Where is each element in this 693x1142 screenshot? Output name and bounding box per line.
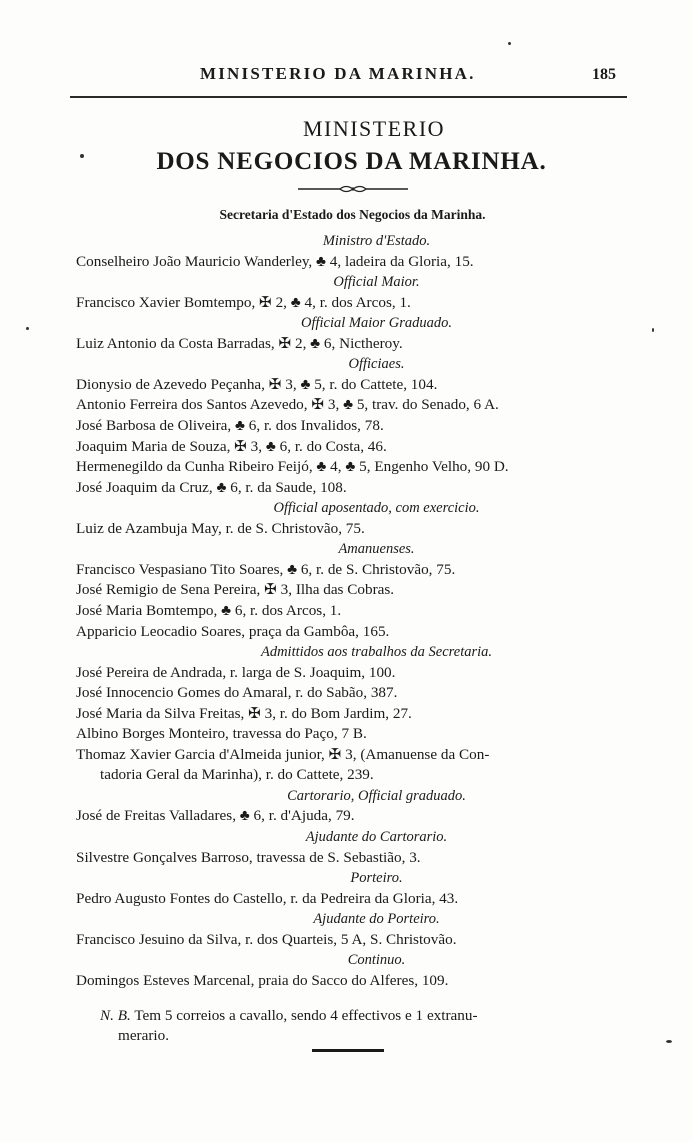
secretaria-subheading: Secretaria d'Estado dos Negocios da Marinha. (219, 207, 486, 222)
section-heading: Official aposentado, com exercicio. (273, 500, 480, 517)
section-heading: Amanuenses. (338, 541, 415, 558)
directory-entry: Luiz de Azambuja May, r. de S. Christovão, 75. (76, 519, 365, 537)
ink-speck (26, 327, 29, 330)
directory-entry: José Barbosa de Oliveira, ♣ 6, r. dos Invalidos, 78. (76, 417, 384, 434)
directory-entry: Antonio Ferreira dos Santos Azevedo, ✠ 3, ♣ 5, trav. do Senado, 6 A. (76, 396, 499, 414)
directory-entry: Apparicio Leocadio Soares, praça da Gambôa, 165. (76, 622, 390, 640)
section-heading: Continuo. (347, 952, 406, 969)
title-line-2: DOS NEGOCIOS DA MARINHA. (156, 148, 547, 175)
section-heading: Ajudante do Cartorario. (305, 829, 448, 845)
ink-speck (652, 328, 654, 332)
directory-entry: Francisco Xavier Bomtempo, ✠ 2, ♣ 4, r. dos Arcos, 1. (76, 293, 411, 311)
directory-entry: Joaquim Maria de Souza, ✠ 3, ♣ 6, r. do Costa, 46. (76, 437, 387, 455)
directory-entry: Pedro Augusto Fontes do Castello, r. da Pedreira da Gloria, 43. (76, 889, 459, 907)
directory-entry: Albino Borges Monteiro, travessa do Paço, 7 B. (76, 725, 367, 743)
note-text-1: Tem 5 correios a cavallo, sendo 4 effectivos e 1 extranu- (134, 1007, 478, 1024)
ink-speck (508, 42, 511, 45)
title-line-1: MINISTERIO (302, 116, 446, 141)
section-heading: Cartorario, Official graduado. (287, 787, 466, 804)
section-heading: Porteiro. (350, 870, 403, 887)
section-heading: Official Maior Graduado. (300, 315, 453, 332)
section-heading: Officiaes. (348, 356, 405, 373)
directory-entry: José Joaquim da Cruz, ♣ 6, r. da Saude, 108. (76, 478, 347, 496)
directory-entry: Dionysio de Azevedo Peçanha, ✠ 3, ♣ 5, r. do Cattete, 104. (76, 375, 438, 393)
end-rule (312, 1049, 384, 1052)
directory-entry: Hermenegildo da Cunha Ribeiro Feijó, ♣ 4, ♣ 5, Engenho Velho, 90 D. (76, 458, 509, 476)
directory-entry: José Remigio de Sena Pereira, ✠ 3, Ilha das Cobras. (76, 581, 395, 599)
header-rule (70, 96, 627, 98)
directory-entry: Thomaz Xavier Garcia d'Almeida junior, ✠ 3, (Amanuense da Con- (76, 745, 490, 763)
directory-entry: José Pereira de Andrada, r. larga de S. Joaquim, 100. (76, 663, 396, 681)
section-heading: Official Maior. (333, 274, 420, 291)
ornament-rule-icon (298, 184, 408, 194)
directory-entry: tadoria Geral da Marinha), r. do Cattete, 239. (100, 766, 374, 784)
directory-entry: José Maria Bomtempo, ♣ 6, r. dos Arcos, 1. (76, 601, 342, 619)
directory-entry: José Maria da Silva Freitas, ✠ 3, r. do Bom Jardim, 27. (76, 704, 412, 722)
directory-entry: Domingos Esteves Marcenal, praia do Sacco do Alferes, 109. (76, 971, 449, 989)
directory-entry: Luiz Antonio da Costa Barradas, ✠ 2, ♣ 6, Nictheroy. (76, 334, 403, 352)
directory-entry: Silvestre Gonçalves Barroso, travessa de S. Sebastião, 3. (76, 848, 421, 866)
page-number: 185 (592, 66, 616, 83)
running-header (0, 64, 693, 88)
note-line-1 (100, 1006, 660, 1026)
directory-entry: Francisco Jesuino da Silva, r. dos Quarteis, 5 A, S. Christovão. (76, 930, 457, 948)
section-heading: Ajudante do Porteiro. (313, 911, 440, 928)
section-heading: Ministro d'Estado. (322, 233, 431, 249)
directory-entry: Conselheiro João Mauricio Wanderley, ♣ 4, ladeira da Gloria, 15. (76, 252, 474, 270)
note-label: N. B. (100, 1007, 131, 1024)
ink-speck (80, 154, 84, 158)
running-title: MINISTERIO DA MARINHA. (200, 64, 476, 83)
directory-entry: José Innocencio Gomes do Amaral, r. do Sabão, 387. (76, 684, 398, 702)
directory-entry: José de Freitas Valladares, ♣ 6, r. d'Ajuda, 79. (76, 807, 355, 825)
ink-speck (666, 1040, 672, 1043)
note-line-2: merario. (118, 1027, 170, 1044)
directory-entry: Francisco Vespasiano Tito Soares, ♣ 6, r. de S. Christovão, 75. (76, 560, 456, 578)
section-heading: Admittidos aos trabalhos da Secretaria. (260, 644, 493, 660)
